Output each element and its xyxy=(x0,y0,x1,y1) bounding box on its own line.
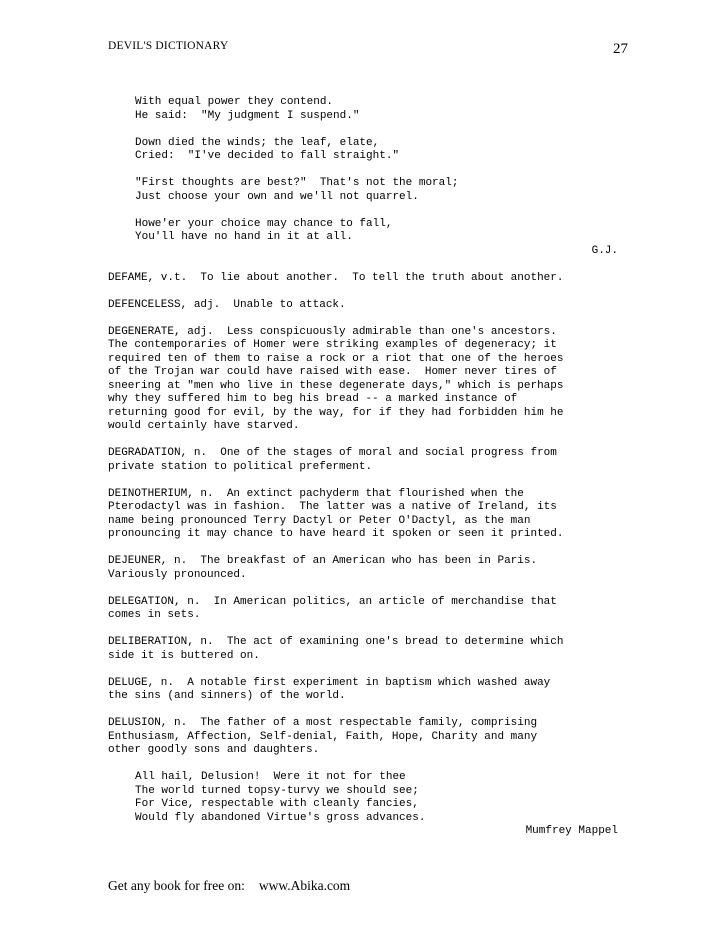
poem-line: All hail, Delusion! Were it not for thee xyxy=(135,771,406,783)
poem-line: He said: "My judgment I suspend." xyxy=(135,109,360,122)
entry-deinotherium xyxy=(108,488,618,542)
poem-line: The world turned topsy-turvy we should see; xyxy=(135,784,419,797)
entry-line: The contemporaries of Homer were striking examples of degeneracy; it xyxy=(108,339,557,351)
poem-line: "First thoughts are best?" That's not the moral; xyxy=(135,177,459,189)
entry-line: comes in sets. xyxy=(108,609,201,621)
entry-line: returning good for evil, by the way, for if they had forbidden him he xyxy=(108,406,564,419)
poem-line: For Vice, respectable with cleanly fancies, xyxy=(135,798,419,810)
entry-defame xyxy=(108,272,618,286)
entry-line: DEJEUNER, n. The breakfast of an American who has been in Paris. xyxy=(108,555,538,567)
page-body xyxy=(108,96,618,839)
entry-degenerate xyxy=(108,326,618,434)
entry-line: sneering at "men who live in these degenerate days," which is perhaps xyxy=(108,379,564,392)
poem-top xyxy=(108,96,618,258)
page-number: 27 xyxy=(613,41,628,57)
footer-text: Get any book for free on: xyxy=(108,878,245,893)
entry-dejeuner xyxy=(108,555,618,582)
poem-stanza xyxy=(108,137,618,164)
poem-line: With equal power they contend. xyxy=(135,96,334,108)
entry-defenceless xyxy=(108,299,618,313)
entry-line: why they suffered him to beg his bread -- a marked instance of xyxy=(108,393,518,405)
entry-line: DEGENERATE, adj. Less conspicuously admirable than one's ancestors. xyxy=(108,325,557,338)
entry-line: the sins (and sinners) of the world. xyxy=(108,690,346,702)
poem-line: Down died the winds; the leaf, elate, xyxy=(135,136,380,149)
entry-line: DEFAME, v.t. To lie about another. To tell the truth about another. xyxy=(108,271,564,284)
entry-line: Enthusiasm, Affection, Self-denial, Faith, Hope, Charity and many xyxy=(108,730,538,743)
poem-line: Howe'er your choice may chance to fall, xyxy=(135,217,393,230)
footer-link[interactable]: www.Abika.com xyxy=(258,878,351,893)
entry-line: DEFENCELESS, adj. Unable to attack. xyxy=(108,298,346,311)
entry-line: DELUSION, n. The father of a most respectable family, comprising xyxy=(108,717,538,729)
poem-line: You'll have no hand in it at all. xyxy=(135,231,353,243)
entry-line: Variously pronounced. xyxy=(108,568,247,581)
poem-bottom xyxy=(108,771,618,839)
poem-stanza xyxy=(108,218,618,245)
running-title: DEVIL'S DICTIONARY xyxy=(108,40,229,52)
poem-stanza xyxy=(108,771,618,825)
poem-attribution: G.J. xyxy=(591,244,618,257)
entry-line: private station to political preferment. xyxy=(108,460,373,473)
entry-line: would certainly have starved. xyxy=(108,420,300,432)
entry-line: required ten of them to raise a rock or a riot that one of the heroes xyxy=(108,352,564,365)
poem-stanza xyxy=(108,96,618,123)
entry-line: side it is buttered on. xyxy=(108,649,260,662)
entry-line: DELIBERATION, n. The act of examining one's bread to determine which xyxy=(108,636,564,648)
entry-line: DELEGATION, n. In American politics, an article of merchandise that xyxy=(108,595,557,608)
entry-line: DEINOTHERIUM, n. An extinct pachyderm that flourished when the xyxy=(108,487,524,500)
entry-line: of the Trojan war could have raised with ease. Homer never tires of xyxy=(108,366,557,378)
entry-delusion xyxy=(108,717,618,758)
entry-line: name being pronounced Terry Dactyl or Peter O'Dactyl, as the man xyxy=(108,514,531,527)
poem-stanza xyxy=(108,177,618,204)
entry-line: pronouncing it may chance to have heard it spoken or seen it printed. xyxy=(108,528,564,540)
poem-line: Would fly abandoned Virtue's gross advances. xyxy=(135,811,426,824)
entry-degradation xyxy=(108,447,618,474)
page-footer xyxy=(108,878,350,894)
entry-line: other goodly sons and daughters. xyxy=(108,744,320,756)
poem-line: Cried: "I've decided to fall straight." xyxy=(135,150,400,162)
poem-line: Just choose your own and we'll not quarrel. xyxy=(135,190,419,203)
entry-deliberation xyxy=(108,636,618,663)
entry-delegation xyxy=(108,596,618,623)
entry-line: DELUGE, n. A notable first experiment in baptism which washed away xyxy=(108,676,551,689)
poem-attribution: Mumfrey Mappel xyxy=(525,825,618,837)
entry-line: DEGRADATION, n. One of the stages of moral and social progress from xyxy=(108,447,557,459)
entry-deluge xyxy=(108,677,618,704)
entry-line: Pterodactyl was in fashion. The latter was a native of Ireland, its xyxy=(108,501,557,513)
